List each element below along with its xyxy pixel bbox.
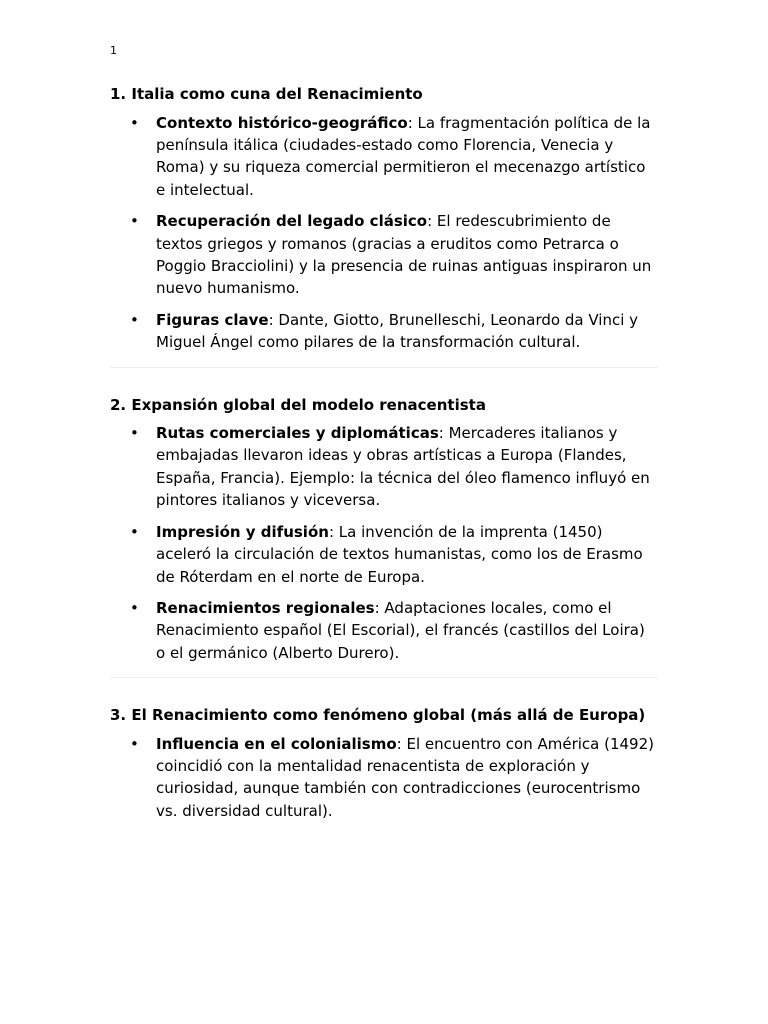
bullet-text: : La invención de la imprenta (1450) aceleró la circulación de textos humanistas, como los de Erasmo de Róterdam en el norte de Europa. [156, 522, 643, 586]
bullet-text: : El encuentro con América (1492) coincidió con la mentalidad renacentista de exploración y curiosidad, aunque también con contradicciones (eurocentrismo vs. diversidad cultural). [156, 734, 654, 820]
bullet-term: Recuperación del legado clásico [156, 212, 428, 231]
bullet-text: : La fragmentación política de la península itálica (ciudades-estado como Florencia, Venecia y Roma) y su riqueza comercial permitieron el mecenazgo artístico e intelectual. [156, 113, 651, 199]
document-body [110, 83, 658, 822]
list-item [110, 422, 658, 512]
section-heading: 3. El Renacimiento como fenómeno global (más allá de Europa) [110, 706, 646, 725]
bullet-term: Rutas comerciales y diplomáticas [156, 424, 439, 443]
section-heading: 1. Italia como cuna del Renacimiento [110, 85, 423, 103]
list-item [110, 597, 658, 664]
bullet-text: : Mercaderes italianos y embajadas llevaron ideas y obras artísticas a Europa (Flandes, España, Francia). Ejemplo: la técnica del óleo flamenco influyó en pintores italianos y viceversa. [156, 424, 650, 510]
section-divider [110, 367, 658, 368]
bullet-list [110, 112, 658, 354]
section-italia [110, 83, 658, 354]
bullet-text: : El redescubrimiento de textos griegos y romanos (gracias a eruditos como Petrarca o Poggio Bracciolini) y la presencia de ruinas antiguas inspiraron un nuevo humanismo. [156, 212, 652, 298]
bullet-icon: • [130, 598, 139, 617]
section-fenomeno-global [110, 704, 658, 822]
bullet-term: Influencia en el colonialismo [156, 734, 397, 753]
bullet-icon: • [130, 424, 139, 443]
bullet-icon: • [130, 310, 139, 329]
section-heading: 2. Expansión global del modelo renacentista [110, 395, 486, 414]
list-item [110, 112, 658, 202]
section-divider [110, 677, 658, 678]
bullet-term: Renacimientos regionales [156, 598, 375, 617]
bullet-term: Figuras clave [156, 310, 269, 329]
bullet-term: Contexto histórico-geográfico [156, 113, 408, 132]
list-item [110, 210, 658, 300]
list-item [110, 309, 658, 354]
section-expansion [110, 394, 658, 665]
list-item [110, 521, 658, 588]
bullet-text: : Adaptaciones locales, como el Renacimiento español (El Escorial), el francés (castillos del Loira) o el germánico (Alberto Durero). [156, 598, 645, 662]
bullet-icon: • [130, 113, 139, 132]
page-number: 1 [110, 44, 117, 57]
bullet-text: : Dante, Giotto, Brunelleschi, Leonardo da Vinci y Miguel Ángel como pilares de la transformación cultural. [156, 310, 639, 352]
bullet-icon: • [130, 522, 139, 541]
bullet-list [110, 733, 658, 823]
bullet-term: Impresión y difusión [156, 522, 329, 541]
bullet-list [110, 422, 658, 664]
bullet-icon: • [130, 734, 139, 753]
list-item [110, 733, 658, 823]
bullet-icon: • [130, 212, 139, 231]
